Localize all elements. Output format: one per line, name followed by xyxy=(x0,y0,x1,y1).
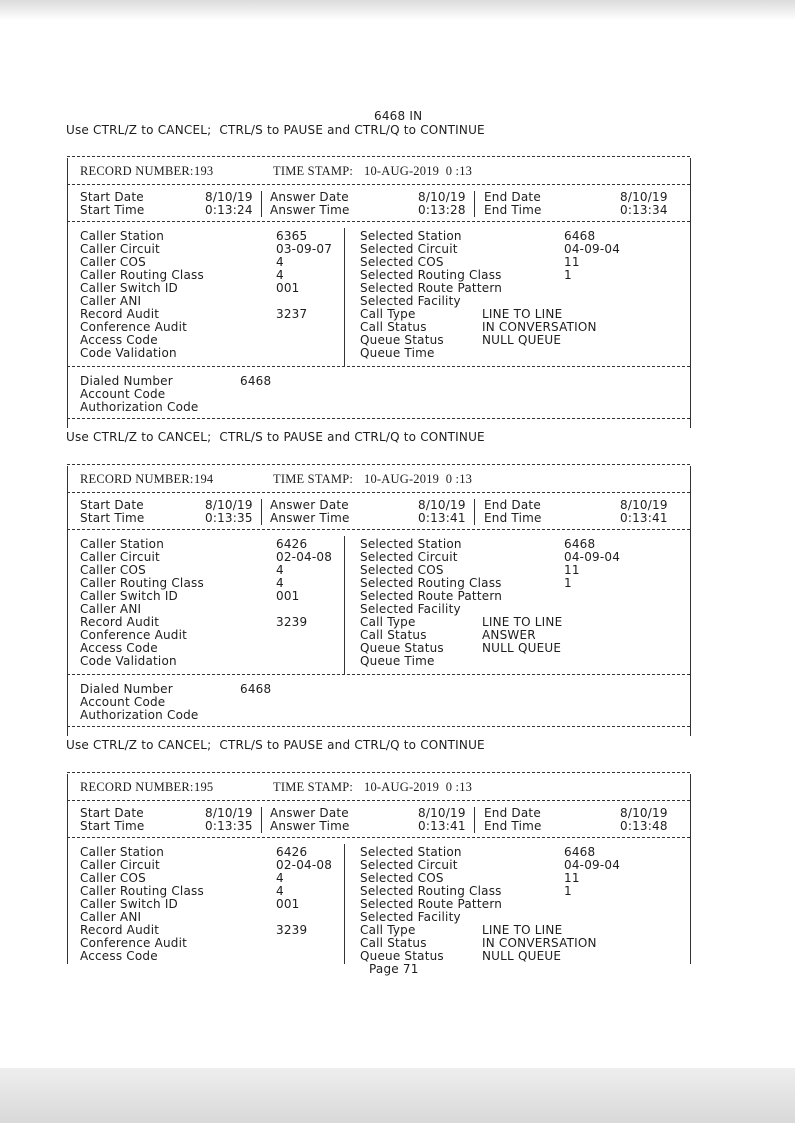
caller-station-label: Caller Station xyxy=(80,537,164,551)
scan-top-edge xyxy=(0,0,795,20)
divider xyxy=(67,772,690,773)
end-date-label: End Date xyxy=(484,190,541,204)
caller-switch-id-value: 001 xyxy=(276,897,300,911)
selected-station-label: Selected Station xyxy=(360,845,462,859)
page-number: Page 71 xyxy=(369,962,419,976)
column-separator xyxy=(344,844,345,964)
selected-cos-label: Selected COS xyxy=(360,563,444,577)
start-date-label: Start Date xyxy=(80,498,144,512)
caller-switch-id-label: Caller Switch ID xyxy=(80,589,178,603)
record-number-value: 195 xyxy=(194,780,214,794)
caller-station-value: 6365 xyxy=(276,229,308,243)
call-type-label: Call Type xyxy=(360,307,416,321)
caller-routing-class-value: 4 xyxy=(276,884,284,898)
column-separator xyxy=(261,191,262,217)
queue-time-label: Queue Time xyxy=(360,654,435,668)
divider xyxy=(67,221,690,222)
divider xyxy=(67,674,690,675)
record-audit-label: Record Audit xyxy=(80,615,160,629)
selected-station-label: Selected Station xyxy=(360,229,462,243)
code-validation-label: Code Validation xyxy=(80,346,177,360)
caller-circuit-value: 03-09-07 xyxy=(276,242,333,256)
divider xyxy=(67,492,690,493)
caller-switch-id-value: 001 xyxy=(276,281,300,295)
selected-cos-value: 11 xyxy=(564,563,580,577)
left-border xyxy=(67,158,68,428)
caller-routing-class-value: 4 xyxy=(276,576,284,590)
selected-routing-class-value: 1 xyxy=(564,268,572,282)
end-time-value: 0:13:34 xyxy=(620,203,668,217)
caller-circuit-value: 02-04-08 xyxy=(276,858,333,872)
authorization-code-label: Authorization Code xyxy=(80,400,199,414)
access-code-label: Access Code xyxy=(80,641,158,655)
selected-facility-label: Selected Facility xyxy=(360,910,461,924)
selected-cos-value: 11 xyxy=(564,255,580,269)
record-number-label: RECORD NUMBER: xyxy=(80,164,194,178)
selected-cos-label: Selected COS xyxy=(360,255,444,269)
selected-routing-class-label: Selected Routing Class xyxy=(360,884,502,898)
end-date-value: 8/10/19 xyxy=(620,190,668,204)
column-separator xyxy=(344,536,345,674)
answer-date-label: Answer Date xyxy=(270,498,349,512)
column-separator xyxy=(261,499,262,525)
start-time-label: Start Time xyxy=(80,511,145,525)
answer-date-value: 8/10/19 xyxy=(418,498,466,512)
selected-circuit-value: 04-09-04 xyxy=(564,550,621,564)
selected-circuit-label: Selected Circuit xyxy=(360,242,458,256)
record-audit-label: Record Audit xyxy=(80,307,160,321)
answer-time-label: Answer Time xyxy=(270,511,350,525)
caller-station-value: 6426 xyxy=(276,845,308,859)
end-date-label: End Date xyxy=(484,498,541,512)
caller-routing-class-label: Caller Routing Class xyxy=(80,884,204,898)
selected-station-value: 6468 xyxy=(564,537,596,551)
caller-switch-id-value: 001 xyxy=(276,589,300,603)
right-border xyxy=(690,774,691,964)
end-time-label: End Time xyxy=(484,511,542,525)
selected-station-value: 6468 xyxy=(564,229,596,243)
start-time-value: 0:13:24 xyxy=(205,203,253,217)
answer-date-label: Answer Date xyxy=(270,190,349,204)
answer-time-value: 0:13:41 xyxy=(418,511,466,525)
divider xyxy=(67,156,690,157)
selected-cos-label: Selected COS xyxy=(360,871,444,885)
start-date-label: Start Date xyxy=(80,806,144,820)
authorization-code-label: Authorization Code xyxy=(80,708,199,722)
answer-date-label: Answer Date xyxy=(270,806,349,820)
dialed-number-label: Dialed Number xyxy=(80,682,173,696)
start-date-value: 8/10/19 xyxy=(205,806,253,820)
caller-circuit-label: Caller Circuit xyxy=(80,550,160,564)
instructions-line: Use CTRL/Z to CANCEL; CTRL/S to PAUSE and CTRL/Q to CONTINUE xyxy=(66,123,485,137)
end-time-value: 0:13:48 xyxy=(620,819,668,833)
time-stamp-label: TIME STAMP: xyxy=(273,164,354,178)
call-type-label: Call Type xyxy=(360,923,416,937)
answer-time-value: 0:13:28 xyxy=(418,203,466,217)
column-separator xyxy=(474,807,475,833)
queue-status-label: Queue Status xyxy=(360,333,444,347)
divider xyxy=(67,837,690,838)
instructions-line: Use CTRL/Z to CANCEL; CTRL/S to PAUSE and CTRL/Q to CONTINUE xyxy=(66,430,485,444)
caller-switch-id-label: Caller Switch ID xyxy=(80,897,178,911)
caller-cos-label: Caller COS xyxy=(80,563,146,577)
record-number-label: RECORD NUMBER: xyxy=(80,472,194,486)
selected-routing-class-value: 1 xyxy=(564,576,572,590)
end-time-label: End Time xyxy=(484,819,542,833)
caller-cos-label: Caller COS xyxy=(80,255,146,269)
record-audit-value: 3237 xyxy=(276,307,308,321)
selected-circuit-value: 04-09-04 xyxy=(564,858,621,872)
selected-circuit-label: Selected Circuit xyxy=(360,550,458,564)
answer-date-value: 8/10/19 xyxy=(418,806,466,820)
access-code-label: Access Code xyxy=(80,333,158,347)
instructions-line: Use CTRL/Z to CANCEL; CTRL/S to PAUSE and CTRL/Q to CONTINUE xyxy=(66,738,485,752)
caller-ani-label: Caller ANI xyxy=(80,294,142,308)
caller-routing-class-value: 4 xyxy=(276,268,284,282)
record-audit-label: Record Audit xyxy=(80,923,160,937)
selected-routing-class-value: 1 xyxy=(564,884,572,898)
queue-status-value: NULL QUEUE xyxy=(482,333,562,347)
divider xyxy=(67,366,690,367)
scan-bottom-edge xyxy=(0,1068,795,1123)
account-code-label: Account Code xyxy=(80,387,166,401)
column-separator xyxy=(474,191,475,217)
time-stamp-label: TIME STAMP: xyxy=(273,780,354,794)
caller-station-label: Caller Station xyxy=(80,845,164,859)
answer-date-value: 8/10/19 xyxy=(418,190,466,204)
call-type-value: LINE TO LINE xyxy=(482,923,563,937)
caller-circuit-label: Caller Circuit xyxy=(80,858,160,872)
call-status-value: ANSWER xyxy=(482,628,536,642)
queue-status-value: NULL QUEUE xyxy=(482,949,562,963)
time-stamp-value: 10-AUG-2019 0 :13 xyxy=(364,164,473,178)
selected-facility-label: Selected Facility xyxy=(360,602,461,616)
call-type-label: Call Type xyxy=(360,615,416,629)
selected-cos-value: 11 xyxy=(564,871,580,885)
divider xyxy=(67,464,690,465)
column-separator xyxy=(474,499,475,525)
page-title: 6468 IN xyxy=(374,109,423,123)
record-number-value: 194 xyxy=(194,472,214,486)
caller-cos-label: Caller COS xyxy=(80,871,146,885)
divider xyxy=(67,726,690,727)
caller-station-value: 6426 xyxy=(276,537,308,551)
divider xyxy=(67,529,690,530)
queue-status-label: Queue Status xyxy=(360,641,444,655)
call-status-label: Call Status xyxy=(360,320,427,334)
right-border xyxy=(690,466,691,736)
end-time-label: End Time xyxy=(484,203,542,217)
caller-cos-value: 4 xyxy=(276,871,284,885)
left-border xyxy=(67,466,68,736)
start-date-value: 8/10/19 xyxy=(205,190,253,204)
queue-status-label: Queue Status xyxy=(360,949,444,963)
start-date-value: 8/10/19 xyxy=(205,498,253,512)
selected-routing-class-label: Selected Routing Class xyxy=(360,576,502,590)
selected-station-value: 6468 xyxy=(564,845,596,859)
answer-time-label: Answer Time xyxy=(270,819,350,833)
caller-cos-value: 4 xyxy=(276,255,284,269)
end-date-value: 8/10/19 xyxy=(620,806,668,820)
selected-routing-class-label: Selected Routing Class xyxy=(360,268,502,282)
caller-cos-value: 4 xyxy=(276,563,284,577)
caller-circuit-value: 02-04-08 xyxy=(276,550,333,564)
left-border xyxy=(67,774,68,964)
code-validation-label: Code Validation xyxy=(80,654,177,668)
conference-audit-label: Conference Audit xyxy=(80,936,188,950)
dialed-number-value: 6468 xyxy=(240,682,272,696)
divider xyxy=(67,800,690,801)
account-code-label: Account Code xyxy=(80,695,166,709)
caller-routing-class-label: Caller Routing Class xyxy=(80,576,204,590)
selected-facility-label: Selected Facility xyxy=(360,294,461,308)
dialed-number-value: 6468 xyxy=(240,374,272,388)
call-status-value: IN CONVERSATION xyxy=(482,936,597,950)
selected-route-pattern-label: Selected Route Pattern xyxy=(360,589,503,603)
start-date-label: Start Date xyxy=(80,190,144,204)
selected-circuit-value: 04-09-04 xyxy=(564,242,621,256)
answer-time-value: 0:13:41 xyxy=(418,819,466,833)
end-date-value: 8/10/19 xyxy=(620,498,668,512)
record-number-label: RECORD NUMBER: xyxy=(80,780,194,794)
start-time-label: Start Time xyxy=(80,819,145,833)
call-type-value: LINE TO LINE xyxy=(482,615,563,629)
record-audit-value: 3239 xyxy=(276,923,308,937)
time-stamp-label: TIME STAMP: xyxy=(273,472,354,486)
caller-switch-id-label: Caller Switch ID xyxy=(80,281,178,295)
caller-routing-class-label: Caller Routing Class xyxy=(80,268,204,282)
start-time-value: 0:13:35 xyxy=(205,511,253,525)
call-status-value: IN CONVERSATION xyxy=(482,320,597,334)
start-time-value: 0:13:35 xyxy=(205,819,253,833)
queue-time-label: Queue Time xyxy=(360,346,435,360)
time-stamp-value: 10-AUG-2019 0 :13 xyxy=(364,472,473,486)
selected-route-pattern-label: Selected Route Pattern xyxy=(360,281,503,295)
caller-ani-label: Caller ANI xyxy=(80,602,142,616)
time-stamp-value: 10-AUG-2019 0 :13 xyxy=(364,780,473,794)
divider xyxy=(67,184,690,185)
answer-time-label: Answer Time xyxy=(270,203,350,217)
column-separator xyxy=(344,228,345,366)
call-status-label: Call Status xyxy=(360,936,427,950)
call-status-label: Call Status xyxy=(360,628,427,642)
record-number-value: 193 xyxy=(194,164,214,178)
start-time-label: Start Time xyxy=(80,203,145,217)
dialed-number-label: Dialed Number xyxy=(80,374,173,388)
queue-status-value: NULL QUEUE xyxy=(482,641,562,655)
call-type-value: LINE TO LINE xyxy=(482,307,563,321)
caller-circuit-label: Caller Circuit xyxy=(80,242,160,256)
conference-audit-label: Conference Audit xyxy=(80,628,188,642)
end-date-label: End Date xyxy=(484,806,541,820)
record-audit-value: 3239 xyxy=(276,615,308,629)
end-time-value: 0:13:41 xyxy=(620,511,668,525)
conference-audit-label: Conference Audit xyxy=(80,320,188,334)
selected-station-label: Selected Station xyxy=(360,537,462,551)
column-separator xyxy=(261,807,262,833)
caller-station-label: Caller Station xyxy=(80,229,164,243)
caller-ani-label: Caller ANI xyxy=(80,910,142,924)
selected-route-pattern-label: Selected Route Pattern xyxy=(360,897,503,911)
selected-circuit-label: Selected Circuit xyxy=(360,858,458,872)
divider xyxy=(67,418,690,419)
right-border xyxy=(690,158,691,428)
access-code-label: Access Code xyxy=(80,949,158,963)
